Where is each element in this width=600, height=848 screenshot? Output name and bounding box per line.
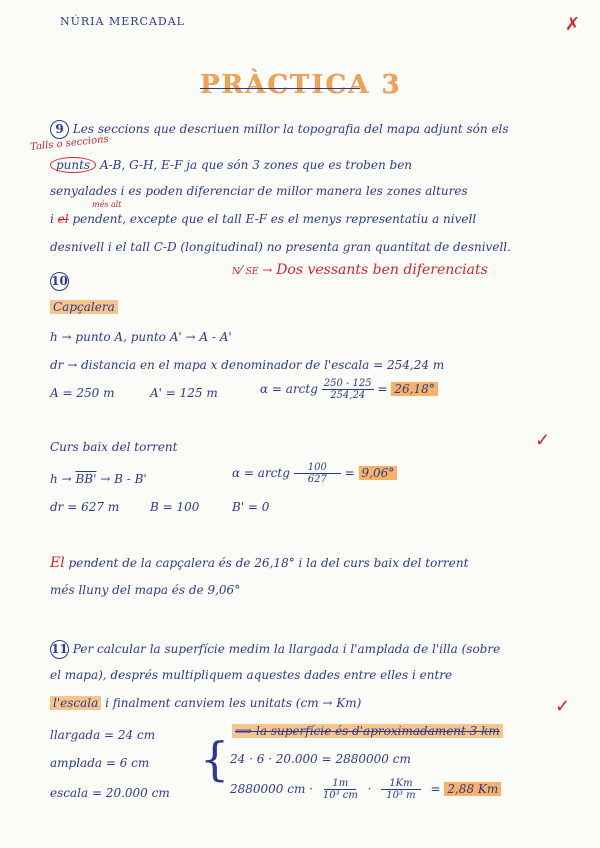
q10-b-value: B = 100 xyxy=(150,500,200,514)
q11-calc-1: 24 · 6 · 20.000 = 2880000 cm xyxy=(230,752,411,766)
q11-check-icon: ✓ xyxy=(555,696,571,717)
q10-conclusion-1: El pendent de la capçalera és de 26,18° i la del curs baix del torrent xyxy=(50,555,469,571)
author-name: NÚRIA MERCADAL xyxy=(60,15,185,28)
page-title: PRÀCTICA 3 xyxy=(200,70,402,100)
q10-conclusion-2: més lluny del mapa és de 9,06° xyxy=(50,583,241,597)
q10-number-wrap xyxy=(50,272,69,291)
q9-annotation-mes-alt: més alt xyxy=(92,200,122,209)
q11-brace: { xyxy=(200,732,230,786)
q11-calc-2: 2880000 cm · $\frac{1m}{\text{10³ cm}}$ · $\frac{1Km}{\text{10³ m}}$ = 2,88 Km xyxy=(230,778,501,801)
q9-number: 9 xyxy=(50,120,69,139)
q10-number: 10 xyxy=(50,272,69,291)
q11-conclusion: ⟹ la superfície és d'aproximadament 3 km xyxy=(232,724,503,738)
q10-dr2: dr = 627 m xyxy=(50,500,120,514)
q10-b2-value: B' = 0 xyxy=(232,500,270,514)
q10-h-line: h → punto A, punto A' → A - A' xyxy=(50,330,232,344)
q10-alpha2-formula: α = arctg $\frac{100}{627}$ = 9,06° xyxy=(232,462,397,485)
q10-alpha2-result: 9,06° xyxy=(359,466,398,480)
q10-a2-value: A' = 125 m xyxy=(150,386,218,400)
q9-line-4: i el pendent, excepte que el tall E-F es el menys representatiu a nivell xyxy=(50,212,477,226)
q11-number: 11 xyxy=(50,640,69,659)
q11-escala: escala = 20.000 cm xyxy=(50,786,170,800)
q10-a-value: A = 250 m xyxy=(50,386,115,400)
q9-line-3: senyalades i es poden diferenciar de millor manera les zones altures xyxy=(50,184,468,198)
q11-result: 2,88 Km xyxy=(444,782,501,796)
q9-line-1: 9 Les seccions que descriuen millor la topografia del mapa adjunt són els xyxy=(50,120,509,139)
title-strike-line xyxy=(200,88,360,89)
q9-correction: N⁄ SE → Dos vessants ben diferenciats xyxy=(232,262,488,278)
q11-amplada: amplada = 6 cm xyxy=(50,756,150,770)
q9-line-5: desnivell i el tall C-D (longitudinal) no presenta gran quantitat de desnivell. xyxy=(50,240,511,254)
q10-h2-line: h → BB' → B - B' xyxy=(50,472,147,486)
q9-line-2: punts A-B, G-H, E-F ja que són 3 zones que es troben ben xyxy=(50,158,412,172)
q11-line-2: el mapa), després multipliquem aquestes dades entre elles i entre xyxy=(50,668,453,682)
q11-line-3: l'escala i finalment canviem les unitats (cm → Km) xyxy=(50,696,361,710)
q10-check-icon: ✓ xyxy=(535,430,551,451)
q11-line-1: 11 Per calcular la superfície medim la llargada i l'amplada de l'illa (sobre xyxy=(50,640,500,659)
q10-heading-curs: Curs baix del torrent xyxy=(50,440,178,454)
grader-mark-icon: ✗ xyxy=(565,14,581,35)
q10-heading-capcalera: Capçalera xyxy=(50,300,118,314)
q10-alpha-result: 26,18° xyxy=(391,382,437,396)
q10-alpha-formula: α = arctg $\frac{250 - 125}{254,24}$ = 26,18° xyxy=(260,378,438,401)
q11-llargada: llargada = 24 cm xyxy=(50,728,156,742)
q9-struck-word: el xyxy=(57,212,69,226)
q9-circled-punts: punts xyxy=(50,157,96,173)
q10-dr-line: dr → distancia en el mapa x denominador de l'escala = 254,24 m xyxy=(50,358,445,372)
q9-annotation-talls: Talls o seccions xyxy=(29,133,110,154)
